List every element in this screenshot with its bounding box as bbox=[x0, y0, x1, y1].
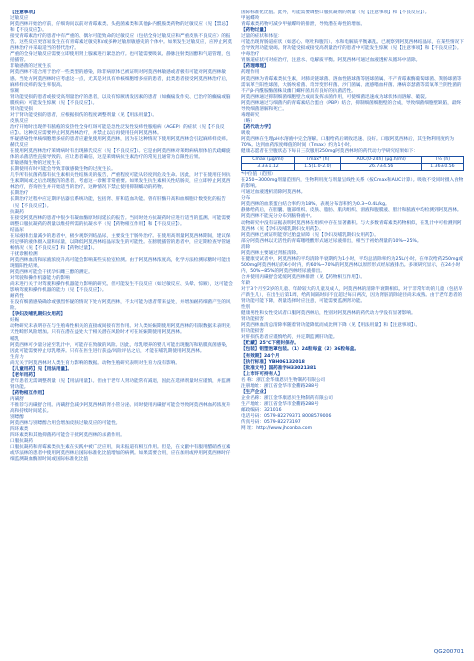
paragraph: 尚未进行关于对驾驶和操作机器能力影响的研究。但可能发生不良反应（如过敏反应、头晕、惊厥），这可能会影响驾驶和操作机器的能力（见【不良反应】）。 bbox=[10, 282, 233, 294]
right-column bbox=[241, 10, 464, 645]
paragraph: 惊厥 bbox=[10, 88, 20, 94]
pk-table-footnote: *中位值（范围） bbox=[241, 172, 276, 178]
paragraph: 不推荐与丙磺舒合用。丙磺舒会减少阿莫西林的肾小管分泌。同时使用丙磺舒可能会导致阿莫西林血药浓度升高和持续时间延长。 bbox=[10, 403, 231, 415]
paragraph: 分布 bbox=[241, 196, 251, 202]
paragraph: 长期治疗过程中应定期评估器官系统功能，包括肾、肝和造血功能。曾有肝酶升高和血细胞计数变化的报告（见【不良反应】）。 bbox=[10, 197, 226, 209]
paragraph: 过量的症状和体征： bbox=[241, 34, 283, 40]
paragraph: 阿莫西林不适合用于治疗一些类型的感染，除非病原体已被证明对阿莫西林敏感或者极有可能对阿莫西林敏感。当处方阿莫西林时应考虑这一点，尤其是对具有单核细胞增多症的患者，此类患者接受阿莫西林治疗后，麻疹样皮疹的发生率很高。 bbox=[10, 70, 231, 88]
footer bbox=[10, 648, 464, 656]
section-heading: 【注意事项】 bbox=[10, 10, 38, 15]
paragraph: 对肝损伤患者应谨慎给药，并定期监测肝功能。 bbox=[241, 335, 338, 341]
paragraph: 治疗开始时出现伴有脓疱的发热性全身红斑可能是急性泛发性发疹性脓疱病（AGEP）的症状（见【不良反应】）。这种反应需要停止阿莫西林治疗，并禁止以后再使用任何阿莫西林。 bbox=[10, 124, 225, 136]
paragraph: 青霉素类药物可减少甲氨蝶呤的排泄，导致潜在毒性的增加。 bbox=[241, 22, 366, 28]
pk-table bbox=[241, 156, 464, 171]
section-heading: 【药代动力学】 bbox=[241, 124, 274, 130]
section-heading: 【药物过量】 bbox=[241, 28, 269, 34]
paragraph: 吸收 bbox=[241, 130, 251, 136]
section-heading: 【生产企业】 bbox=[241, 389, 269, 395]
section-heading: 【执行标准】YBH06132018 bbox=[241, 359, 305, 365]
paragraph: 胃肠道症状可对症治疗，注意水、电解质平衡。阿莫西林可通过血液透析从循环中清除。 bbox=[241, 58, 421, 64]
section-heading: 【孕妇及哺乳期妇女用药】 bbox=[10, 312, 66, 318]
paragraph: 长期治疗 bbox=[10, 191, 29, 197]
pk-table-cell: 1.36±0.56 bbox=[421, 164, 463, 171]
paragraph: （略） bbox=[241, 118, 255, 124]
paragraph: 合并使用丙磺舒会延缓阿莫西林排泄（见【药物相互作用】）。 bbox=[241, 274, 366, 280]
paragraph: 阿莫西林通过抑制细菌细胞壁合成而发挥杀菌作用，可使细菌迅速成为球状体而溶解、破裂。 bbox=[241, 94, 430, 100]
section-heading: 【批准文号】国药准字H33021381 bbox=[241, 365, 317, 371]
paragraph: 对于肾功能受损的患者，应根据损伤的程度调整剂量（见【用法用量】）。 bbox=[10, 112, 157, 118]
paragraph: 对驾驶和操作机器能力的影响 bbox=[10, 276, 70, 282]
paragraph: 非敏感微生物的过度生长 bbox=[10, 161, 61, 167]
paragraph: 部分阿莫西林以无活性的青霉噻唑酸形式通过尿液排出，相当于初始剂量的10%~25%。 bbox=[241, 238, 422, 244]
pk-table-header: Tmax* (h) bbox=[295, 157, 341, 164]
paragraph: 可通过血液透析消除阿莫西林。 bbox=[241, 190, 306, 196]
paragraph: 年龄 bbox=[241, 280, 251, 286]
paragraph: 动物研究未表明存在与生殖毒性相关的直接或间接有害作用。对人类妊娠期使用阿莫西林的有限数据未表明先天性畸形风险增加。只有在潜在益处大于相关潜在风险时才可在妊娠期使用阿莫西林。 bbox=[10, 324, 231, 336]
paragraph: 丙磺舒 bbox=[10, 397, 24, 402]
paragraph: 在健康受试者中，阿莫西林的平均清除半衰期约为1小时，平均总清除率约为25L/小时。在单次给药250mg或500mg阿莫西林后的6小时内，约60%~70%的阿莫西林以原形形式经尿液排出。多项研究显示，在24小时内，50%~85%的阿莫西林经尿液排出。 bbox=[241, 256, 463, 274]
paragraph: 尚无关于阿莫西林对人类生育力影响的数据。动物生殖研究表明对生育力没有影响。 bbox=[10, 360, 180, 366]
paragraph: 生育力 bbox=[10, 354, 24, 360]
paragraph: 电话号码：0579-82279371 8008579006 bbox=[241, 414, 332, 419]
section-heading: 【儿童用药】见【用法用量】。 bbox=[10, 366, 73, 372]
paragraph: 阿莫西林通过与细菌内的青霉素结合蛋白（PBP）结合，抑制细菌细胞壁的合成，导致细菌细胞壁缺陷，最终导致细菌溶解和死亡。 bbox=[241, 100, 462, 112]
paragraph: 传真号码：0579-82273197 bbox=[241, 420, 301, 426]
paragraph: 健康志愿者在空腹状态下每日三次服用250mg阿莫西林时的药代动力学研究结果如下： bbox=[241, 149, 418, 155]
pk-table-cell: 26.7±4.56 bbox=[341, 164, 421, 171]
paragraph: 四环素类和其他抑菌药可能会干扰阿莫西林的杀菌作用。 bbox=[10, 433, 125, 439]
paragraph: 毒理研究 bbox=[241, 112, 260, 118]
paragraph: 在使用阿莫西林治疗莱姆病时有出现赫氏反应（见【不良反应】）。它是由阿莫西林对莱姆病病原体伯氏疏螺旋体的杀菌活性直接导致的。应让患者确信，这是莱姆病抗生素治疗的常见且通常为自限性后果。 bbox=[10, 149, 231, 161]
paragraph: 在接受阿莫西林的患者中很少有凝血酶原时间延长的报告。当同时处方抗凝药时应进行适当的监测。可能需要调整口服抗凝药的剂量以维持所需的抗凝水平（见【药物相互作用】和【不良反应】）。 bbox=[10, 215, 231, 227]
paragraph: 阿莫西林开始治疗前，仔细询问以前对青霉素类、头孢菌素类和其他β-内酰胺类药物的过敏反应（见【禁忌】和【不良反应】）。 bbox=[10, 22, 231, 34]
paragraph: 干扰诊断检测 bbox=[10, 251, 38, 257]
paragraph: 阿莫西林血清和尿液浓度升高可能会影响某些实验室检测。由于阿莫西林浓度高，化学方法检测尿糖时可能出现假阳性结果。 bbox=[10, 257, 231, 269]
section-heading: 【包装】铝塑泡罩包装。（1）24粒每盒（2）36粒每盒。 bbox=[241, 347, 359, 353]
paragraph: 严重的全身过敏反应需要立即使用肾上腺素进行紧急治疗。也可能需要吸氧、静脉注射类固醇和气道管理，包括插管。 bbox=[10, 52, 231, 64]
paragraph: 别嘌醇 bbox=[10, 415, 24, 421]
paragraph: 肾功能损害 bbox=[241, 317, 264, 323]
paragraph: 邮政编码：321016 bbox=[241, 407, 282, 413]
paragraph: 阿莫西林可少量分泌至乳汁中，可能存在致敏的风险。因此，母乳喂养的婴儿可能出现腹泻和粘膜真菌感染，因此可能需要停止母乳喂养。只有在医生进行获益/风险评估之后，才能在哺乳期使用阿莫西林。 bbox=[10, 342, 231, 354]
paragraph: 阿莫西林在生理pH水溶液中完全溶解。口服给药后吸收迅速、良好。口服阿莫西林后，其生物利用度约为70%。达到血药浓度峰值的时间（Tmax）约为1小时。 bbox=[241, 136, 455, 149]
paragraph: 生产地址：浙江省金华市金衢路288号 bbox=[241, 401, 319, 407]
paragraph: 名 称：浙江金华康恩贝生物制药有限公司 bbox=[241, 377, 326, 383]
document-code: QG200701 bbox=[433, 649, 464, 655]
section-heading: 【药物相互作用】 bbox=[10, 390, 47, 396]
pk-table-header: AUC(0-24h) (μg.h/ml) bbox=[341, 157, 421, 164]
paragraph: 静脉给药后，在胆囊、腹部组织、皮肤、脂肪、肌肉组织、滑液和腹膜液、胆汁和脓液中均检测到阿莫西林。阿莫西林不能充分分布到脑脊液中。 bbox=[241, 208, 462, 220]
paragraph: 口服抗凝药和青霉素类抗生素在实践中被广泛应用，尚未报道有相互作用。但是，在文献中有服用醋硝香豆素或华法林的患者中使用阿莫西林后国际标准化比值增加的病例。如果需要合用，应在加用或停用阿莫西林时仔细监测凝血酶原时间或国际标准化比值 bbox=[10, 445, 231, 463]
paragraph: 阿莫西林的血浆蛋白结合率约为18%，表观分布容积约为0.3~0.4L/kg。 bbox=[241, 202, 390, 208]
paragraph: 可能出现胃肠道症状（如恶心、呕吐和腹泻）、水和电解质平衡紊乱。已观察到阿莫西林结晶尿，在某些情况下会导致肾功能衰竭。肾功能受损或接受高剂量治疗的患者中可能发生惊厥（见【注意事项】和【不良反应】）。 bbox=[241, 40, 464, 52]
paragraph: 动物研究中没有证据表明阿莫西林在组织中存在显著蓄积。与大多数青霉素类药物相似，在乳汁中可检测到阿莫西林（见【孕妇及哺乳期妇女用药】）。 bbox=[241, 220, 462, 232]
paragraph: 对于3个月至2岁的儿童、年龄较大的儿童及成人，阿莫西林的清除半衰期相似。对于非常年幼的儿童（包括早产新生儿），在出生后第1周，给药间隔时间不宜超过每日两次，因为肾脏消除途径尚未成熟。由于老年患者的肾功能可能下降，剂量选择时应注意，可能需要监测肾功能。 bbox=[241, 287, 463, 305]
paragraph: 怀疑感染性单核细胞增多症的患者应避免使用阿莫西林，因为在这种情况下使用阿莫西林会引起麻疹样皮疹。 bbox=[10, 136, 231, 142]
left-column bbox=[10, 10, 233, 645]
paragraph: 消除 bbox=[241, 244, 251, 250]
section-heading: 【贮藏】25℃下密封保存。 bbox=[241, 341, 299, 347]
paragraph: 药理作用 bbox=[241, 70, 260, 76]
section-heading: 【药理毒理】 bbox=[241, 64, 269, 70]
paragraph: 皮肤反应 bbox=[10, 118, 29, 124]
paragraph: 抗凝药 bbox=[10, 209, 24, 215]
paragraph: 妊娠 bbox=[10, 318, 20, 324]
paragraph: 在250~3000mg剂量范围内，生物利用度与剂量呈线性关系（按Cmax和AUC计算）。吸收不受同时摄入食物的影响。 bbox=[241, 178, 464, 190]
paragraph: 健康男性和女性受试者口服阿莫西林后，性别对阿莫西林的药代动力学没有显著影响。 bbox=[241, 311, 416, 317]
paragraph: 赫氏反应 bbox=[10, 143, 29, 149]
pk-table-header: T½ (h) bbox=[421, 157, 463, 164]
paragraph: 过敏反应 bbox=[10, 16, 29, 22]
paragraph: 结晶尿 bbox=[10, 227, 24, 233]
paragraph: 企业名称：浙江金华康恩贝生物制药有限公司 bbox=[241, 395, 333, 401]
text-columns bbox=[10, 10, 464, 645]
pk-table-header: Cmax (μg/ml) bbox=[242, 157, 295, 164]
section-heading: 【有效期】24个月 bbox=[241, 353, 280, 359]
paragraph: 老年患者无需调整剂量（见【用法用量】）。但由于老年人肾功能常有减退，因此在选择剂量时应谨慎，并监测肾功能。 bbox=[10, 378, 231, 390]
paragraph: 非敏感菌的过度生长 bbox=[10, 64, 52, 70]
paragraph: 四环素类 bbox=[10, 427, 29, 433]
section-heading: 【老年用药】 bbox=[10, 372, 38, 378]
paragraph: 在尿液排出量减少的患者中，极少观察到结晶尿，主要发生于肠外治疗。在使用高剂量阿莫西林期间，建议保持足够的液体摄入量和尿量，以降低阿莫西林结晶尿发生的可能性。在膀胱插管的患者中，应定期检查导管通畅情况（见【不良反应】和【药物过量】）。 bbox=[10, 233, 231, 251]
paragraph: 阿莫西林主要通过肾脏清除。 bbox=[241, 250, 301, 256]
pk-table-cell: 1.5(1.0-2.0) bbox=[295, 164, 341, 171]
paragraph: 甲氨蝶呤 bbox=[241, 16, 260, 22]
section-heading: 【上市许可持有人】 bbox=[241, 371, 283, 377]
paragraph: 中毒治疗 bbox=[241, 52, 260, 58]
paragraph: 肝功能损害 bbox=[241, 329, 264, 335]
paragraph: 网 址：http://www.jhconba.com bbox=[241, 426, 313, 432]
paragraph: 口服抗凝药 bbox=[10, 439, 33, 445]
paragraph: 阿莫西林已被证明能穿过胎盘屏障（见【孕妇及哺乳期妇女用药】）。 bbox=[241, 232, 379, 238]
paragraph: 肾功能受损 bbox=[10, 106, 33, 112]
paragraph: 注册地址：浙江省金华市金衢路288号 bbox=[241, 383, 319, 389]
pk-table-cell: 3.3±1.12 bbox=[242, 164, 295, 171]
paragraph: 在没有细菌感染确诊或强烈怀疑的情况下处方阿莫西林，不太可能为患者带来益处，并增加耐药细菌产生的风险。 bbox=[10, 300, 231, 312]
paragraph: 阿莫西林血清总清除率随着肾功能降低而成比例下降（见【用法用量】和【注意事项】）。 bbox=[241, 323, 421, 329]
paragraph: 长期使用有时可能会导致非敏感微生物的过度生长。 bbox=[10, 167, 116, 173]
paragraph: 阿莫西林可能会干扰孕妇雌三醇的测定。 bbox=[10, 270, 93, 276]
paragraph: 阿莫西林为青霉素类抗生素，对肺炎链球菌、溶血性链球菌等链球菌属、不产青霉素酶葡萄球菌、粪肠球菌等需氧革兰阳性球菌，大肠埃希菌、奇异变形杆菌、沙门菌属、流感嗜血杆菌、淋病奈瑟菌等需氧革兰阴性菌的不产β-内酰胺酶菌株及幽门螺杆菌具有良好的抗菌活性。 bbox=[241, 76, 462, 94]
paragraph: 哺乳 bbox=[10, 336, 20, 342]
paragraph: 几乎所有抗菌药都有抗生素相关性结肠炎的报告，严重程度可能从轻度到危及生命。因此，对于在使用任何抗生素期间或之后出现腹泻的患者，考虑这一诊断非常重要。如果发生抗生素相关性结肠炎，应立即停止阿莫西林治疗，咨询医生并开始适当的治疗。这种情况下禁止使用抑制蠕动的药物。 bbox=[10, 173, 231, 191]
paragraph: 耐药性 bbox=[10, 294, 24, 300]
paragraph: 阿莫西林与别嘌醇合用会增加皮肤过敏反应的可能性。 bbox=[10, 421, 121, 427]
paragraph: 国际标准化比值。此外，可能需要调整口服抗凝剂的剂量（见【注意事项】和【不良反应】）。 bbox=[241, 10, 430, 15]
paragraph: 肾功能受损的患者或接受高剂量治疗的患者，以及有惊厥诱发因素的患者（如癫痫发作史、已治疗的癫痫或脑膜疾病）可能发生惊厥（见【不良反应】）。 bbox=[10, 94, 231, 106]
paragraph: 接受青霉素治疗的患者中有严重的、偶尔可能致命的过敏反应（包括全身过敏反应和严重皮肤不良反应）的报告。这些反应更容易发生在有青霉素过敏史和/或多种过敏原敏感史的个体中。如果发生过敏反应，应停止阿莫西林治疗并采取适当的替代治疗。 bbox=[10, 34, 233, 52]
paragraph: 性别 bbox=[241, 305, 251, 311]
